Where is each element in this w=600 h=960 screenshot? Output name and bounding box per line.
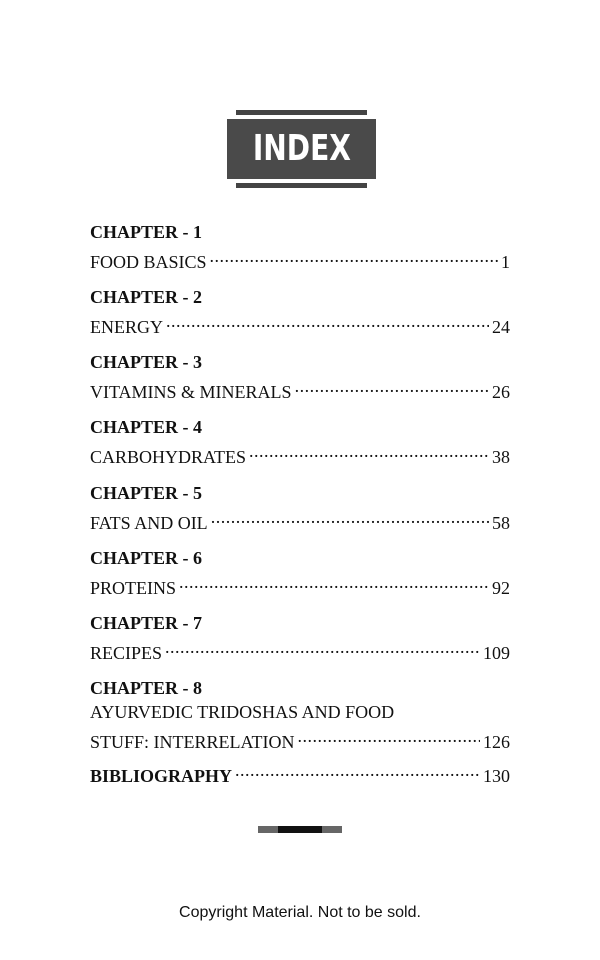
chapter-title: FATS AND OIL — [90, 513, 208, 533]
page-title: INDEX — [252, 128, 351, 169]
page-number: 26 — [492, 382, 510, 402]
page-number: 1 — [501, 252, 510, 272]
bibliography-title: BIBLIOGRAPHY — [90, 766, 233, 786]
title-bottom-rule — [236, 183, 367, 188]
toc-entry-chapter-8 — [90, 676, 510, 758]
toc-entry-chapter-3 — [90, 350, 510, 415]
chapter-title-line-2: STUFF: INTERRELATION — [90, 732, 295, 752]
title-box — [227, 119, 376, 179]
toc-line — [90, 374, 510, 402]
dot-leader — [179, 570, 489, 594]
toc-line — [90, 635, 510, 663]
page-number: 92 — [492, 578, 510, 598]
toc-entry-bibliography — [90, 758, 510, 786]
page-number: 24 — [492, 317, 510, 337]
chapter-title: FOOD BASICS — [90, 252, 207, 272]
toc-line — [90, 505, 510, 533]
chapter-label: CHAPTER - 8 — [90, 678, 202, 698]
copyright-notice: Copyright Material. Not to be sold. — [179, 904, 421, 921]
dot-leader — [210, 244, 498, 268]
chapter-label: CHAPTER - 6 — [90, 548, 202, 568]
dot-leader — [166, 309, 489, 333]
decorative-divider — [258, 826, 342, 833]
chapter-title: PROTEINS — [90, 578, 177, 598]
chapter-title-line-1: AYURVEDIC TRIDOSHAS AND FOOD — [90, 702, 395, 722]
toc-entry-chapter-2 — [90, 285, 510, 350]
dot-leader — [165, 635, 480, 659]
chapter-label: CHAPTER - 1 — [90, 222, 202, 242]
chapter-label: CHAPTER - 2 — [90, 287, 202, 307]
toc-entry-chapter-1 — [90, 220, 510, 285]
toc-entry-chapter-4 — [90, 415, 510, 481]
dot-leader — [235, 758, 480, 782]
dot-leader — [295, 374, 489, 398]
page-number: 109 — [483, 643, 510, 663]
chapter-title: ENERGY — [90, 317, 163, 337]
chapter-title: VITAMINS & MINERALS — [90, 382, 292, 402]
chapter-label: CHAPTER - 4 — [90, 417, 202, 437]
toc-line — [90, 758, 510, 786]
dot-leader — [211, 505, 489, 529]
chapter-label: CHAPTER - 7 — [90, 613, 202, 633]
toc-entry-chapter-5 — [90, 481, 510, 546]
page-number: 130 — [483, 766, 510, 786]
page-number: 58 — [492, 513, 510, 533]
title-top-rule — [236, 110, 367, 115]
decorative-divider-center — [278, 826, 322, 833]
toc-entry-chapter-7 — [90, 611, 510, 676]
dot-leader — [249, 439, 489, 463]
chapter-title: CARBOHYDRATES — [90, 447, 247, 467]
dot-leader — [298, 724, 480, 748]
page-number: 38 — [492, 447, 510, 467]
index-title-block — [227, 110, 376, 188]
page-number: 126 — [483, 732, 510, 752]
chapter-label: CHAPTER - 3 — [90, 352, 202, 372]
toc-line — [90, 724, 510, 752]
toc-line — [90, 309, 510, 337]
toc-entry-chapter-6 — [90, 546, 510, 611]
chapter-title: RECIPES — [90, 643, 163, 663]
toc-line — [90, 570, 510, 598]
table-of-contents — [90, 220, 510, 786]
chapter-label: CHAPTER - 5 — [90, 483, 202, 503]
toc-line — [90, 244, 510, 272]
toc-line — [90, 439, 510, 467]
